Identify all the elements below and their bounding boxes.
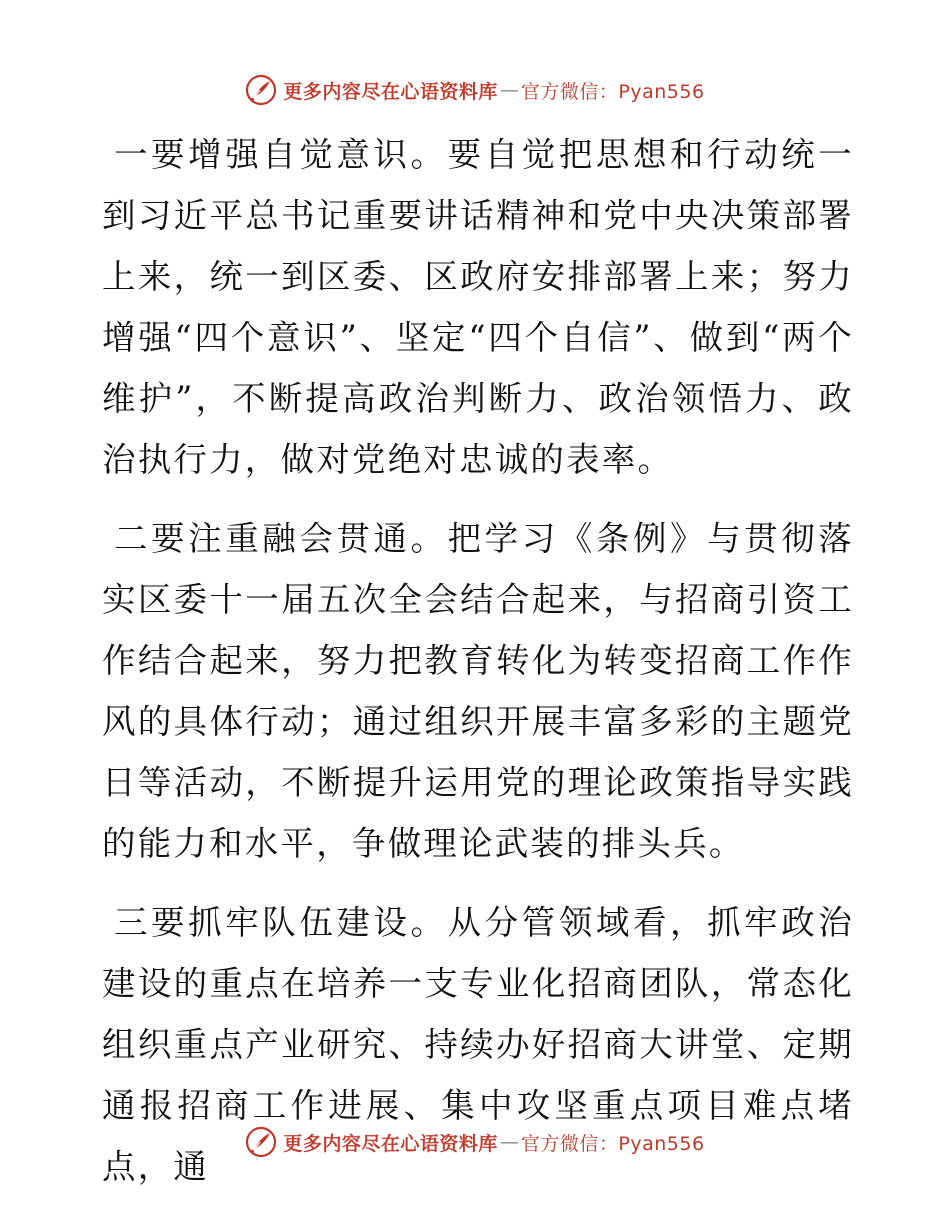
header-wechat-text: 官方微信：Pyan556 — [520, 80, 705, 103]
paragraph-3: 三要抓牢队伍建设。从分管领域看，抓牢政治建设的重点在培养一支专业化招商团队，常态化组织重点产业研究、持续办好招商大讲堂、定期通报招商工作进展、集中攻坚重点项目难点堵点，通 — [102, 903, 854, 1186]
header-watermark-banner — [0, 72, 950, 108]
paragraph-2: 二要注重融会贯通。把学习《条例》与贯彻落实区委十一届五次全会结合起来，与招商引资工作结合起来，努力把教育转化为转变招商工作作风的具体行动；通过组织开展丰富多彩的主题党日等活动，不断提升运用党的理论政策指导实践的能力和水平，争做理论武装的排头兵。 — [102, 519, 854, 863]
header-dash: — — [499, 79, 519, 101]
paragraph-1: 一要增强自觉意识。要自觉把思想和行动统一到习近平总书记重要讲话精神和党中央决策部署上来，统一到区委、区政府安排部署上来；努力增强“四个意识”、坚定“四个自信”、做到“两个维护”，不断提高政治判断力、政治领悟力、政治执行力，做对党绝对忠诚的表率。 — [102, 135, 854, 479]
feather-pen-logo-icon — [245, 74, 277, 106]
header-brand-text: 更多内容尽在心语资料库 — [283, 80, 498, 103]
footer-brand-text: 更多内容尽在心语资料库 — [283, 1132, 498, 1155]
feather-pen-logo-icon — [245, 1126, 277, 1158]
document-body — [102, 124, 854, 1215]
footer-wechat-text: 官方微信：Pyan556 — [520, 1132, 705, 1155]
footer-dash: — — [499, 1131, 519, 1153]
footer-watermark-banner — [0, 1124, 950, 1160]
